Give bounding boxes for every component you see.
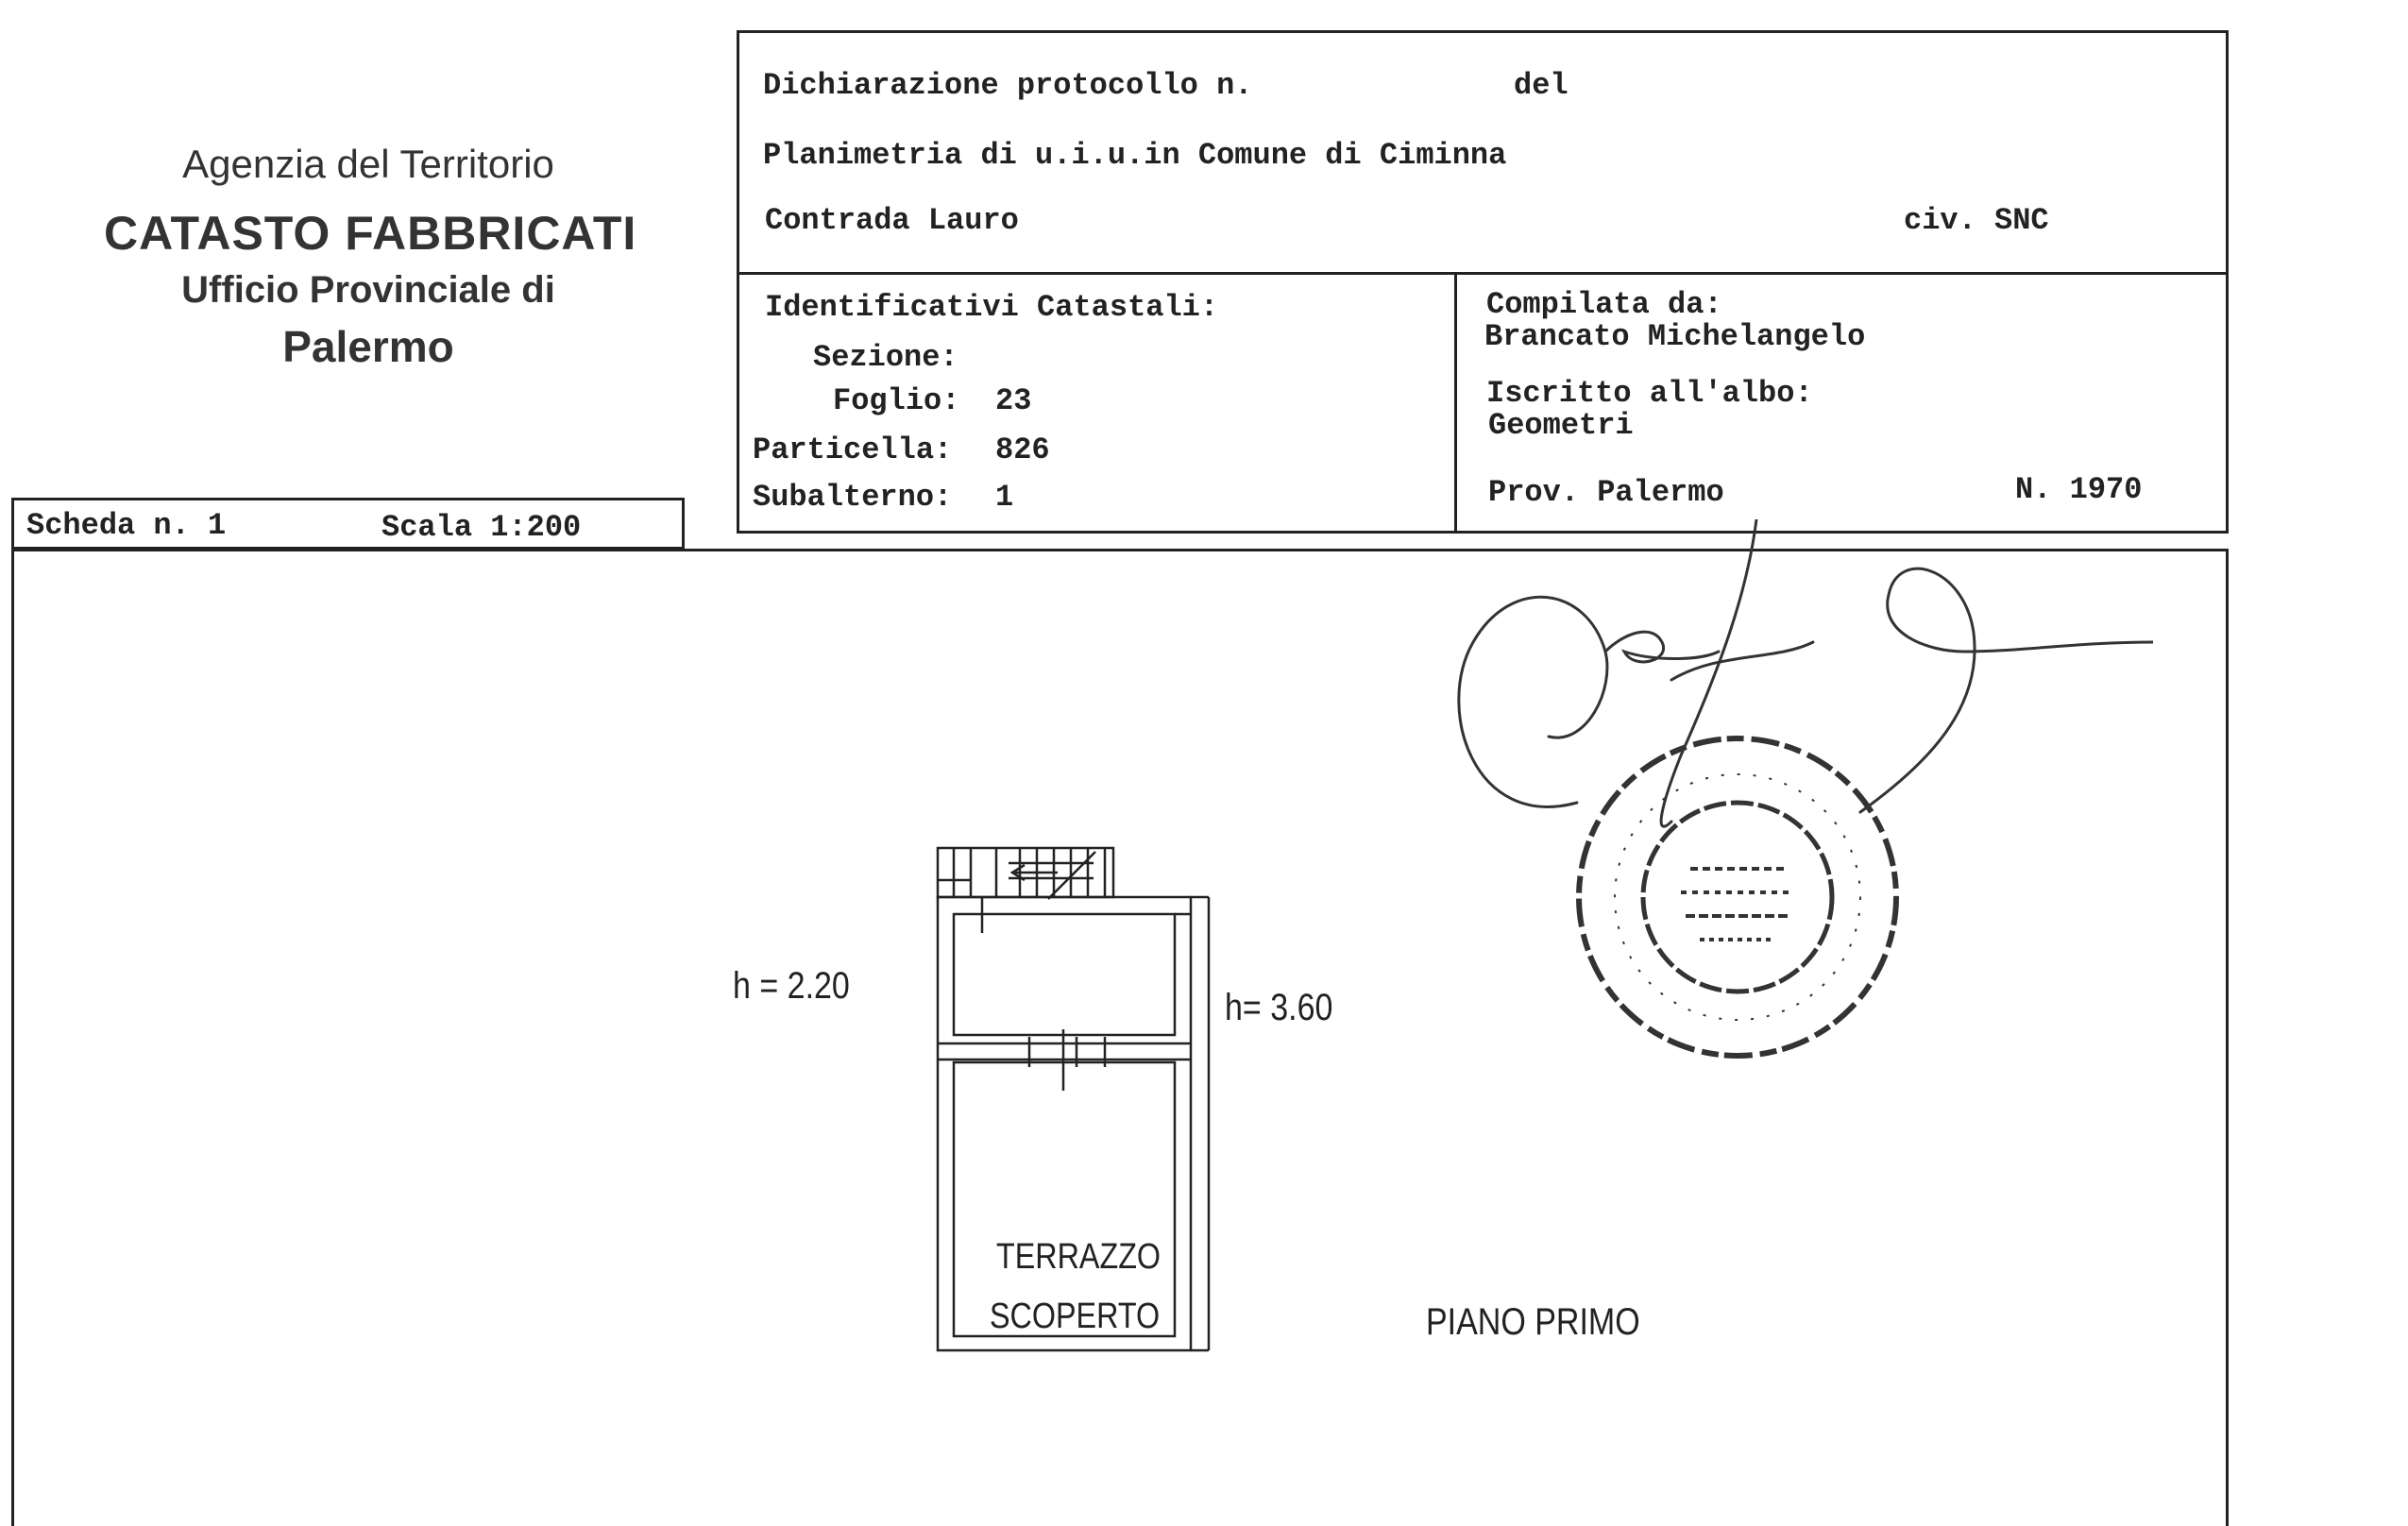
height-right-label: h= 3.60 xyxy=(1225,987,1333,1028)
plan-inner-upper xyxy=(954,914,1175,1035)
catasto-title: CATASTO FABBRICATI xyxy=(104,207,637,260)
identificativi-title: Identificativi Catastali: xyxy=(765,290,1219,325)
ufficio-label: Ufficio Provinciale di xyxy=(181,269,555,311)
albo-value: Geometri xyxy=(1488,408,1634,443)
plan-outline xyxy=(938,897,1191,1350)
plan-inner-lower xyxy=(954,1062,1175,1336)
scheda-number: Scheda n. 1 xyxy=(26,508,227,543)
albo-label: Iscritto all'albo: xyxy=(1486,376,1813,411)
sezione-label: Sezione: xyxy=(813,340,958,375)
foglio-value: 23 xyxy=(995,383,1032,418)
planimetria-line: Planimetria di u.i.u.in Comune di Ciminna xyxy=(763,138,1507,173)
province-name: Palermo xyxy=(282,322,454,371)
declaration-box xyxy=(737,30,2229,534)
height-left-label: h = 2.20 xyxy=(733,965,850,1007)
address-line: Contrada Lauro xyxy=(765,203,1019,238)
registration-number: N. 1970 xyxy=(2015,472,2143,507)
signature xyxy=(1435,519,2153,916)
terrazzo-label: TERRAZZO xyxy=(996,1237,1162,1277)
compilata-label: Compilata da: xyxy=(1486,287,1722,322)
foglio-label: Foglio: xyxy=(833,383,960,418)
particella-label: Particella: xyxy=(753,432,953,467)
subalterno-label: Subalterno: xyxy=(753,480,953,515)
identificativi-divider xyxy=(1454,272,1457,534)
particella-value: 826 xyxy=(995,432,1050,467)
scale-label: Scala 1:200 xyxy=(382,510,582,545)
compiler-name: Brancato Michelangelo xyxy=(1484,319,1866,354)
scoperto-label: SCOPERTO xyxy=(990,1297,1161,1336)
province-label: Prov. Palermo xyxy=(1488,475,1724,510)
del-label: del xyxy=(1514,68,1569,103)
floor-plan xyxy=(925,840,1228,1464)
agency-name: Agenzia del Territorio xyxy=(182,142,554,186)
declaration-divider xyxy=(737,272,2229,275)
protocol-label: Dichiarazione protocollo n. xyxy=(763,68,1253,103)
subalterno-value: 1 xyxy=(995,480,1014,515)
floor-label: PIANO PRIMO xyxy=(1426,1301,1640,1343)
civ-number: civ. SNC xyxy=(1904,203,2049,238)
